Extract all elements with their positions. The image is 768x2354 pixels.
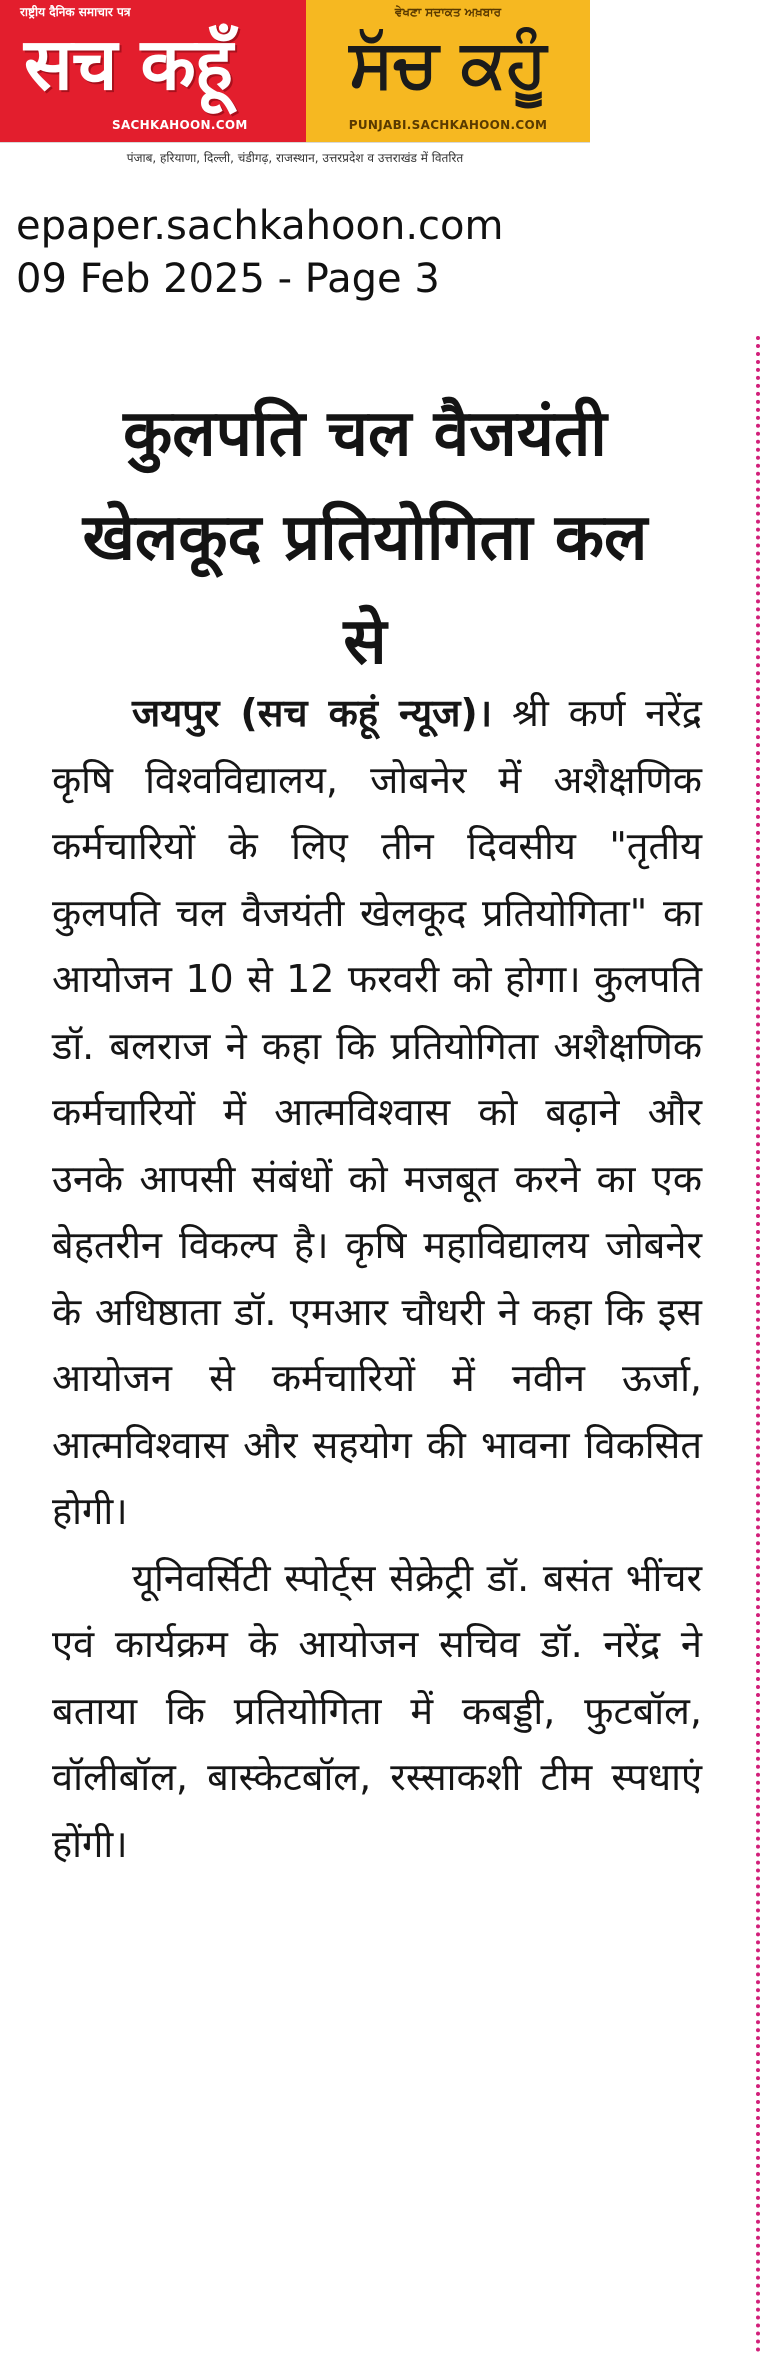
paragraph-text: श्री कर्ण नरेंद्र कृषि विश्वविद्यालय, जोबनेर में अशैक्षणिक कर्मचारियों के लिए तीन दिवसीय "तृतीय कुलपति चल वैजयंती खेलकूद प्रतियोगिता" का आयोजन 10 से 12 फरवरी को होगा। कुलपति डॉ. बलराज ने कहा कि प्रतियोगिता अशैक्षणिक कर्मचारियों में आत्मविश्वास को बढ़ाने और उनके आपसी संबंधों को मजबूत करने का एक बेहतरीन विकल्प है। कृषि महाविद्यालय जोबनेर के अधिष्ठाता डॉ. एमआर चौधरी ने कहा कि इस आयोजन से कर्मचारियों में नवीन ऊर्जा, आत्मविश्वास और सहयोग की भावना विकसित होगी। [52,691,702,1533]
article-body [52,680,702,1877]
hindi-tagline: राष्ट्रीय दैनिक समाचार पत्र [20,5,131,19]
hindi-site-url: SACHKAHOON.COM [112,118,248,132]
epaper-url: epaper.sachkahoon.com [16,203,504,249]
punjabi-site-url: PUNJABI.SACHKAHOON.COM [348,118,548,132]
punjabi-logo-text: ਸੱਚ ਕਹੂੰ [349,25,547,102]
article-dateline: जयपुर (सच कहूं न्यूज)। [132,691,493,735]
edition-date-page: 09 Feb 2025 - Page 3 [16,256,440,302]
sach-kahoon-punjabi-logo [306,0,590,142]
coverage-regions: पंजाब, हरियाणा, दिल्ली, चंडीगढ़, राजस्थान, उत्तरप्रदेश व उत्तराखंड में वितरित [0,142,590,173]
column-divider [756,336,760,2354]
newspaper-masthead [0,0,590,172]
paragraph-text: यूनिवर्सिटी स्पोर्ट्स सेक्रेट्री डॉ. बसंत भींचर एवं कार्यक्रम के आयोजन सचिव डॉ. नरेंद्र ने बताया कि प्रतियोगिता में कबड्डी, फुटबॉल, वॉलीबॉल, बास्केटबॉल, रस्साकशी टीम स्पधाएं होंगी। [52,1555,702,1866]
hindi-logo-text: सच कहूँ [24,22,232,106]
punjabi-tagline: ਵੇਖਣਾ ਸਦਾਕਤ ਅਖ਼ਬਾਰ [394,5,502,19]
article-headline: कुलपति चल वैजयंती खेलकूद प्रतियोगिता कल से [82,397,648,679]
article-paragraph [52,1545,702,1878]
article-paragraph [52,680,702,1545]
sach-kahoon-hindi-logo [0,0,306,142]
